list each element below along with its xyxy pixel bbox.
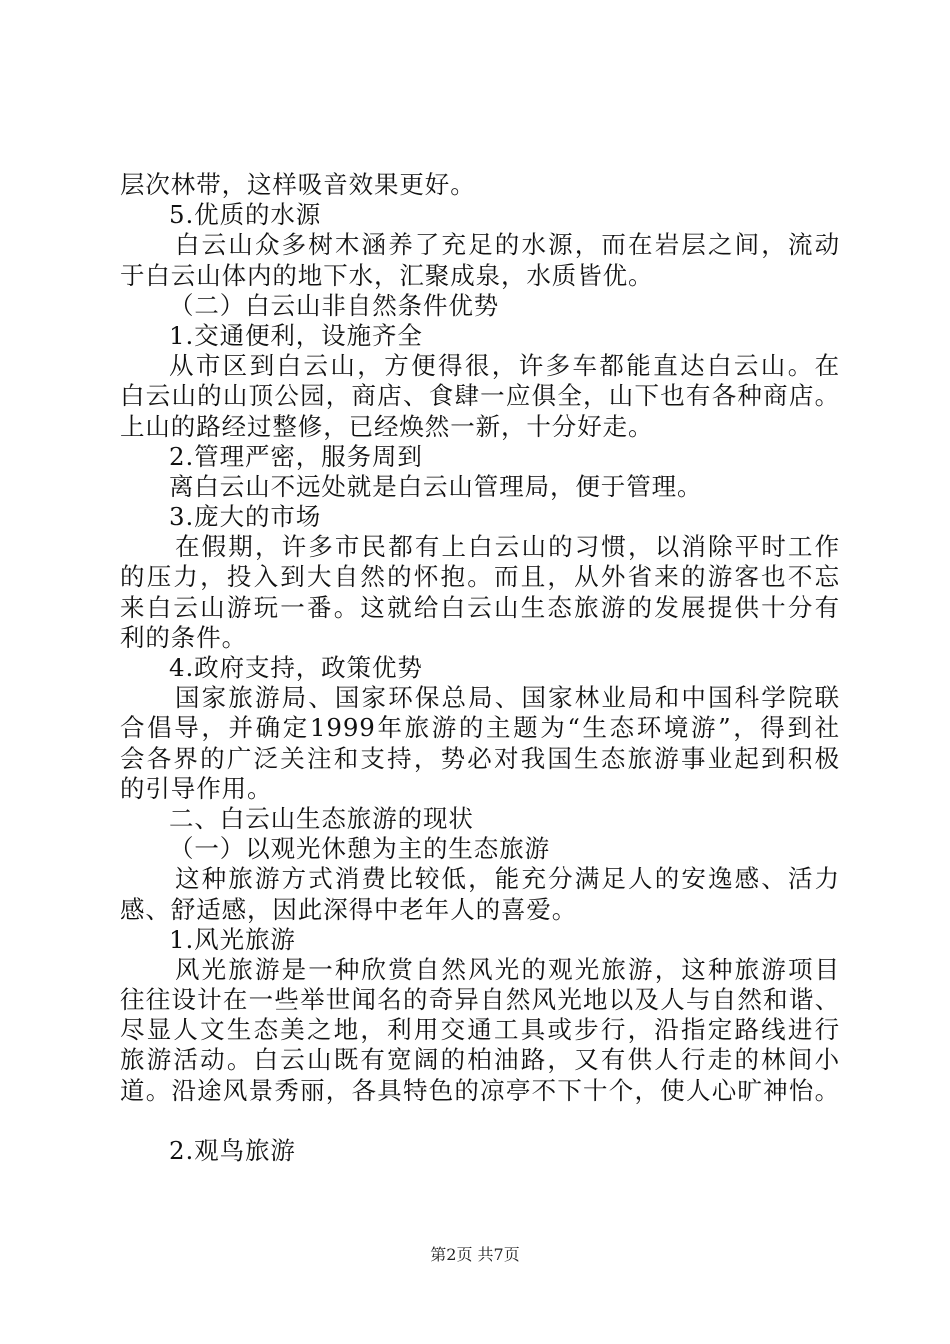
paragraph-line: 来白云山游玩一番。这就给白云山生态旅游的发展提供十分有: [120, 592, 840, 622]
section-heading: 2.管理严密，服务周到: [169, 441, 423, 471]
paragraph-line: 往往设计在一些举世闻名的奇异自然风光地以及人与自然和谐、: [120, 985, 840, 1015]
paragraph-line: 这种旅游方式消费比较低，能充分满足人的安逸感、活力: [175, 864, 840, 894]
paragraph-line: 感、舒适感，因此深得中老年人的喜爱。: [120, 894, 578, 924]
section-heading: 二、白云山生态旅游的现状: [169, 803, 474, 833]
section-heading: （一）以观光休憩为主的生态旅游: [169, 834, 550, 864]
section-heading: 1.风光旅游: [169, 924, 296, 954]
paragraph-line: 白云山众多树木涵养了充足的水源，而在岩层之间，流动: [175, 230, 840, 260]
paragraph-line: 层次林带，这样吸音效果更好。: [120, 170, 476, 199]
paragraph-line: 从市区到白云山，方便得很，许多车都能直达白云山。在: [169, 351, 840, 381]
document-body: [120, 170, 840, 1166]
section-heading: 4.政府支持，政策优势: [169, 653, 423, 682]
paragraph-line: 白云山的山顶公园，商店、食肆一应俱全，山下也有各种商店。: [120, 381, 840, 411]
paragraph-line: 旅游活动。白云山既有宽阔的柏油路，又有供人行走的林间小: [120, 1045, 840, 1075]
paragraph-line: 风光旅游是一种欣赏自然风光的观光旅游，这种旅游项目: [175, 954, 840, 984]
paragraph-line: 上山的路经过整修，已经焕然一新，十分好走。: [120, 411, 654, 441]
paragraph-line: 离白云山不远处就是白云山管理局，便于管理。: [169, 471, 703, 501]
paragraph-line: 在假期，许多市民都有上白云山的习惯，以消除平时工作: [175, 532, 840, 562]
paragraph-line: 利的条件。: [120, 622, 247, 652]
section-heading: （二）白云山非自然条件优势: [169, 290, 500, 320]
paragraph-line: 会各界的广泛关注和支持，势必对我国生态旅游事业起到积极: [120, 743, 840, 773]
section-heading: 1.交通便利，设施齐全: [169, 320, 423, 350]
paragraph-line: 的压力，投入到大自然的怀抱。而且，从外省来的游客也不忘: [120, 562, 840, 592]
section-heading: 5.优质的水源: [169, 200, 322, 230]
paragraph-line: 尽显人文生态美之地，利用交通工具或步行，沿指定路线进行: [120, 1015, 840, 1045]
paragraph-line: 合倡导，并确定1999年旅游的主题为“生态环境游”，得到社: [120, 713, 840, 743]
paragraph-gap: [120, 1106, 840, 1136]
paragraph-line: 的引导作用。: [120, 773, 273, 803]
section-heading: 2.观鸟旅游: [169, 1135, 296, 1165]
section-heading: 3.庞大的市场: [169, 502, 322, 532]
paragraph-line: 于白云山体内的地下水，汇聚成泉，水质皆优。: [120, 260, 654, 290]
paragraph-line: 道。沿途风景秀丽，各具特色的凉亭不下十个，使人心旷神怡。: [120, 1075, 840, 1105]
paragraph-line: 国家旅游局、国家环保总局、国家林业局和中国科学院联: [175, 683, 840, 713]
page-number: 第2页 共7页: [430, 1245, 520, 1264]
